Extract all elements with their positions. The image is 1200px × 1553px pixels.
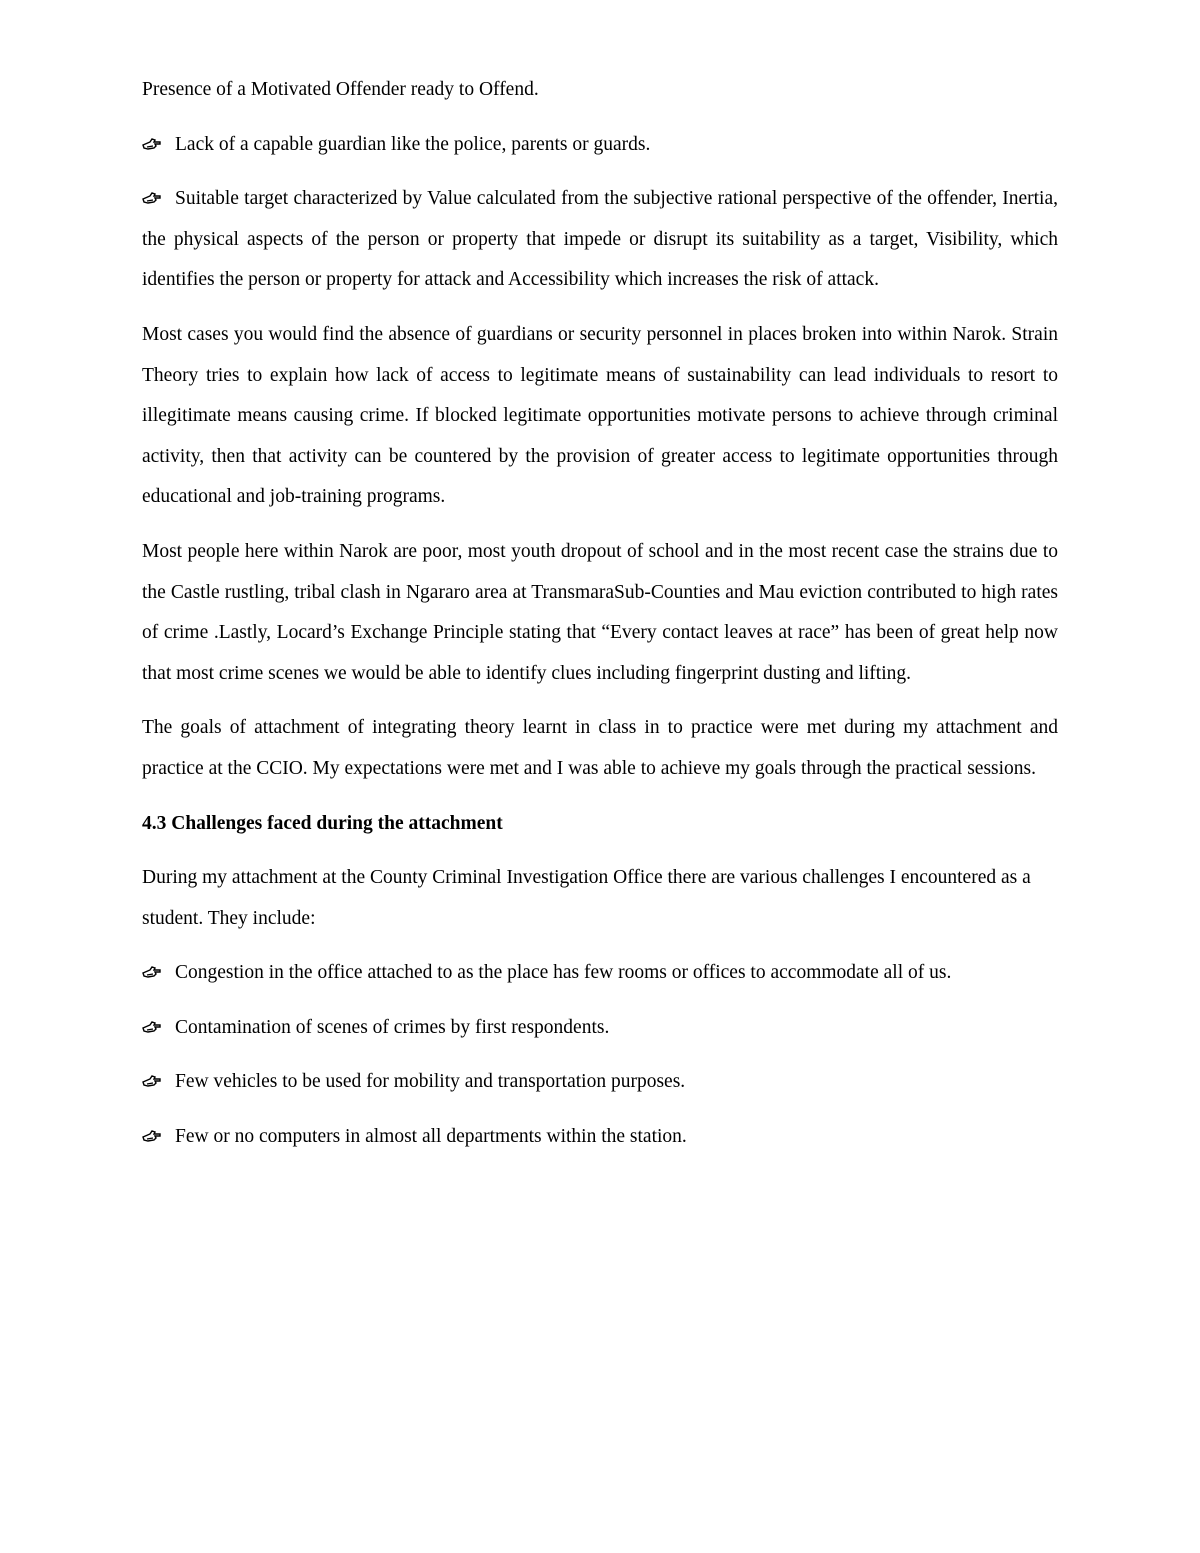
paragraph-narok-poverty — [142, 532, 1058, 694]
paragraph-text: Most cases you would find the absence of guardians or security personnel in places broken into within Narok. Strain Theory tries to explain how lack of access to legitimate means of sustainability can lead individuals to resort to illegitimate means causing crime. If blocked legitimate opportunities motivate persons to achieve through criminal activity, then that activity can be countered by the provision of greater access to legitimate opportunities through educational and job-training programs. — [142, 323, 1058, 508]
paragraph-offender — [142, 70, 1058, 111]
bullet-text: Suitable target characterized by Value calculated from the subjective rational perspective of the offender, Inertia, the physical aspects of the person or property that impede or disrupt its suitability as a target, Visibility, which identifies the person or property for attack and Accessibility which increases the risk of attack. — [142, 188, 1058, 291]
document-page — [142, 70, 1058, 1172]
bullet-text: Few vehicles to be used for mobility and transportation purposes. — [175, 1071, 686, 1093]
pointing-hand-icon — [142, 137, 162, 151]
challenge-item — [142, 1062, 1058, 1103]
paragraph-text: Presence of a Motivated Offender ready to Offend. — [142, 79, 539, 100]
paragraph-text: Most people here within Narok are poor, most youth dropout of school and in the most recent case the strains due to the Castle rustling, tribal clash in Ngararo area at TransmaraSub-Counties and Mau eviction contributed to high rates of crime .Lastly, Locard’s Exchange Principle stating that “Every contact leaves at race” has been of great help now that most crime scenes we would be able to identify clues including fingerprint dusting and lifting. — [142, 540, 1058, 684]
bullet-text: Few or no computers in almost all departments within the station. — [175, 1126, 687, 1148]
paragraph-text: The goals of attachment of integrating theory learnt in class in to practice were met during my attachment and practice at the CCIO. My expectations were met and I was able to achieve my goals through the practical sessions. — [142, 717, 1058, 779]
paragraph-strain-theory — [142, 315, 1058, 518]
paragraph-goals — [142, 708, 1058, 789]
paragraph-text: During my attachment at the County Criminal Investigation Office there are various challenges I encountered as a student. They include: — [142, 867, 1031, 929]
pointing-hand-icon — [142, 1020, 162, 1034]
pointing-hand-icon — [142, 965, 162, 979]
bullet-text: Lack of a capable guardian like the police, parents or guards. — [175, 133, 651, 155]
section-intro — [142, 858, 1058, 939]
bullet-text: Congestion in the office attached to as the place has few rooms or offices to accommodate all of us. — [175, 962, 952, 984]
challenge-item — [142, 1117, 1058, 1158]
bullet-suitable-target — [142, 179, 1058, 301]
challenge-item — [142, 1008, 1058, 1049]
bullet-guardian — [142, 125, 1058, 166]
section-heading: 4.3 Challenges faced during the attachment — [142, 812, 503, 834]
challenge-item — [142, 953, 1058, 994]
bullet-text: Contamination of scenes of crimes by first respondents. — [175, 1016, 610, 1038]
pointing-hand-icon — [142, 1129, 162, 1143]
pointing-hand-icon — [142, 191, 162, 205]
pointing-hand-icon — [142, 1074, 162, 1088]
